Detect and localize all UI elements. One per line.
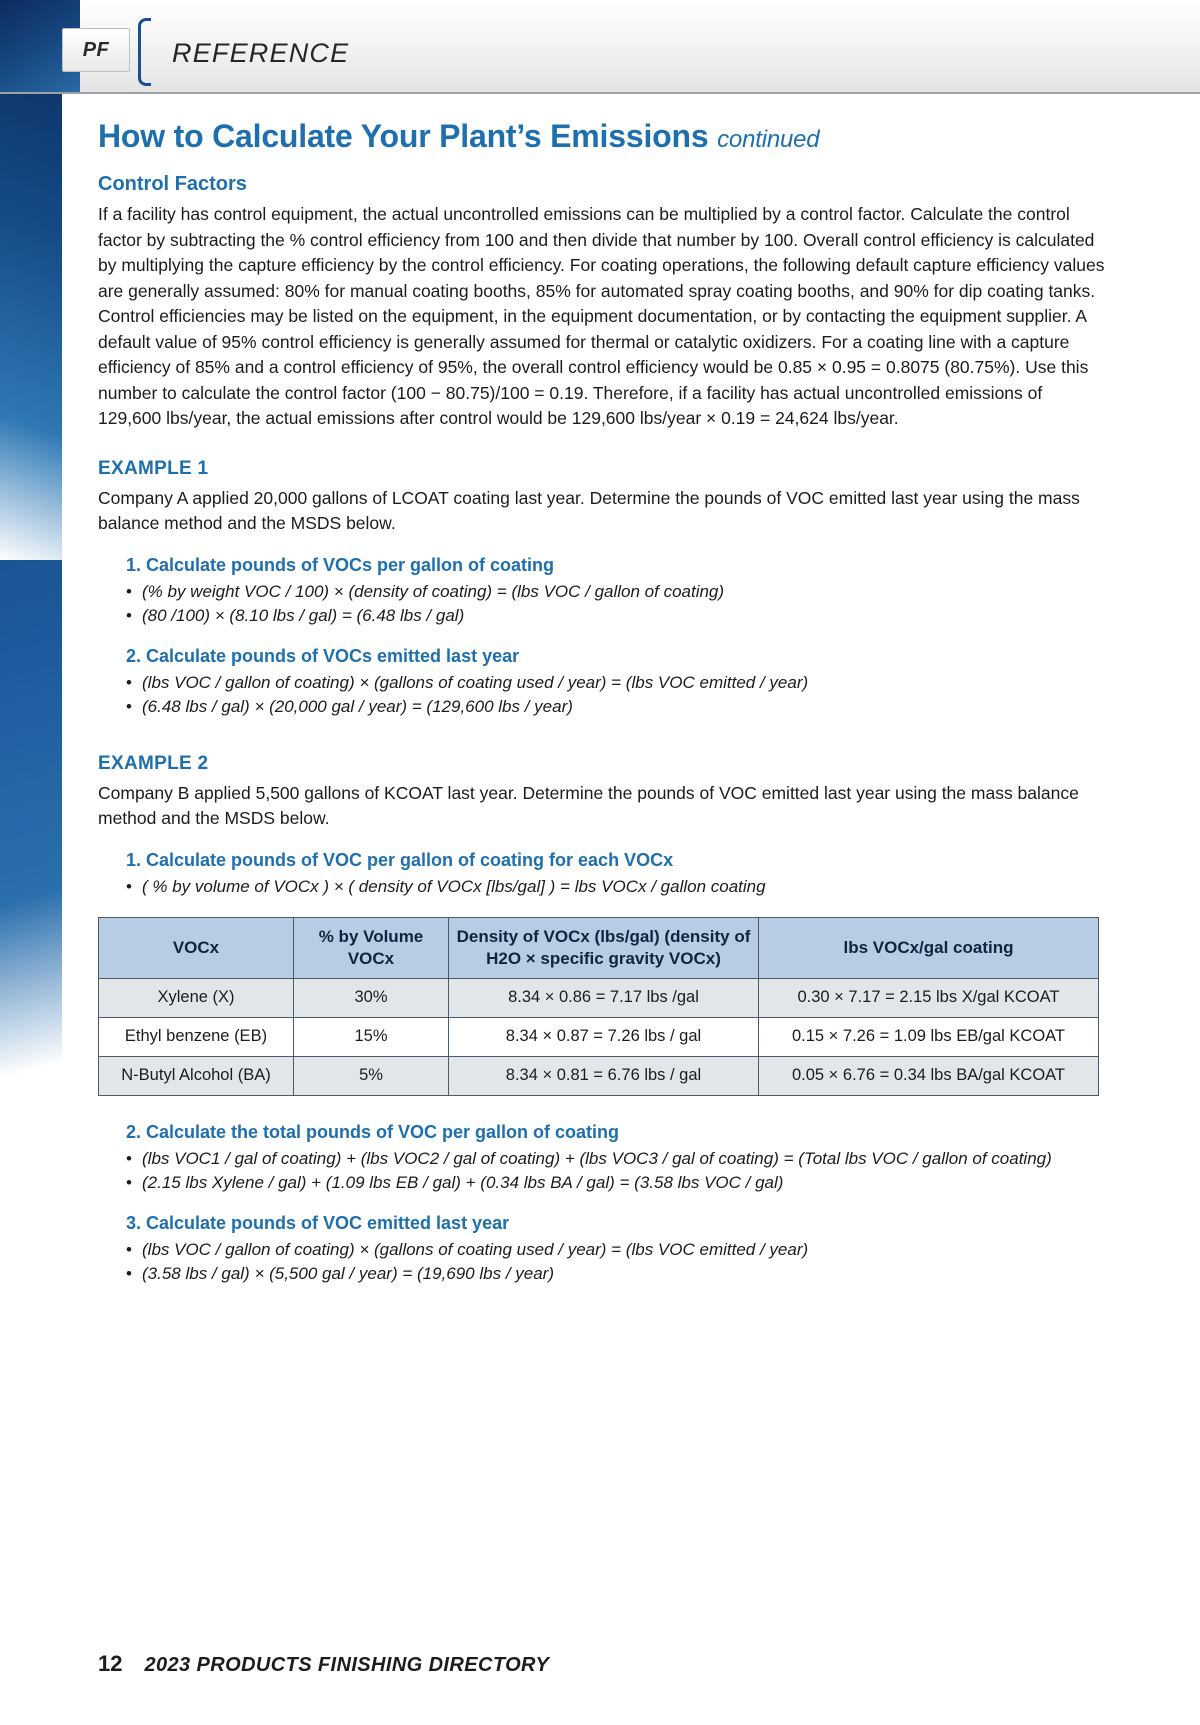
table-row (99, 978, 1099, 1017)
example-2-step-3-bullets (126, 1238, 1110, 1286)
page-content (98, 118, 1110, 1286)
table-cell: 8.34 × 0.87 = 7.26 lbs / gal (449, 1017, 759, 1056)
example-2-step-2 (126, 1122, 1110, 1286)
pf-logo (62, 28, 130, 72)
example-1-intro: Company A applied 20,000 gallons of LCOAT coating last year. Determine the pounds of VOC emitted last year using the mass balance method and the MSDS below. (98, 487, 1080, 533)
example-1-step-2-heading: 2. Calculate pounds of VOCs emitted last year (126, 645, 520, 666)
bullet: • (2.15 lbs Xylene / gal) + (1.09 lbs EB / gal) + (0.34 lbs BA / gal) = (3.58 lbs VOC / gal) (126, 1171, 1110, 1195)
example-1-heading: EXAMPLE 1 (98, 457, 209, 479)
bullet: • (lbs VOC1 / gal of coating) + (lbs VOC2 / gal of coating) + (lbs VOC3 / gal of coating) = (Total lbs VOC / gallon of coating) (126, 1147, 1110, 1171)
bullet: • (6.48 lbs / gal) × (20,000 gal / year) = (129,600 lbs / year) (126, 695, 1110, 719)
page-title-continued: continued (717, 126, 820, 153)
page-title-main: How to Calculate Your Plant’s Emissions (98, 118, 709, 154)
table-col-header-density: Density of VOCx (lbs/gal) (density of H2O × specific gravity VOCx) (449, 917, 759, 978)
bullet: • (lbs VOC / gallon of coating) × (gallons of coating used / year) = (lbs VOC emitted / year) (126, 671, 1110, 695)
example-2-step-1-heading: 1. Calculate pounds of VOC per gallon of coating for each VOCx (126, 849, 674, 870)
table-header-row (99, 917, 1099, 978)
example-1-step-1-heading: 1. Calculate pounds of VOCs per gallon of coating (126, 554, 555, 575)
page-title (98, 118, 1110, 155)
table-cell: 0.30 × 7.17 = 2.15 lbs X/gal KCOAT (759, 978, 1099, 1017)
control-factors-heading: Control Factors (98, 173, 247, 195)
table-cell: 15% (294, 1017, 449, 1056)
table-cell: 30% (294, 978, 449, 1017)
table-cell: Xylene (X) (99, 978, 294, 1017)
table-cell: Ethyl benzene (EB) (99, 1017, 294, 1056)
table-row (99, 1056, 1099, 1095)
table-col-header-vocx: VOCx (99, 917, 294, 978)
table-col-header-percent-volume: % by Volume VOCx (294, 917, 449, 978)
example-2-step-2-heading: 2. Calculate the total pounds of VOC per gallon of coating (126, 1121, 620, 1142)
control-factors-body: If a facility has control equipment, the actual uncontrolled emissions can be multiplied by a control factor. Calculate the control factor by subtracting the % control efficiency from 100 and then divide that number by 100. Overall control efficiency is calculated by multiplying the capture efficiency by the control efficiency. For coating operations, the following default capture efficiency values are generally assumed: 80% for manual coating booths, 85% for automated spray coating booths, and 90% for dip coating tanks. Control efficiencies may be listed on the equipment, in the equipment documentation, or by contacting the equipment supplier. A default value of 95% control efficiency is generally assumed for thermal or catalytic oxidizers. For a coating line with a capture efficiency of 85% and a control efficiency of 95%, the overall control efficiency would be 0.85 × 0.95 = 0.8075 (80.75%). Use this number to calculate the control factor (100 − 80.75)/100 = 0.19. Therefore, if a facility has actual uncontrolled emissions of 129,600 lbs/year, the actual emissions after control would be 129,600 lbs/year × 0.19 = 24,624 lbs/year. (98, 204, 1105, 428)
table-col-header-lbs-per-gal: lbs VOCx/gal coating (759, 917, 1099, 978)
example-1-step-1-bullets (126, 580, 1110, 628)
footer-text: 2023 PRODUCTS FINISHING DIRECTORY (144, 1654, 550, 1676)
header-divider (138, 18, 151, 86)
table-cell: N-Butyl Alcohol (BA) (99, 1056, 294, 1095)
table-cell: 8.34 × 0.81 = 6.76 lbs / gal (449, 1056, 759, 1095)
bullet: • ( % by volume of VOCx ) × ( density of VOCx [lbs/gal] ) = lbs VOCx / gallon coating (126, 875, 1110, 899)
header-title: REFERENCE (172, 38, 350, 68)
page-number: 12 (98, 1651, 123, 1676)
bullet: • (80 /100) × (8.10 lbs / gal) = (6.48 lbs / gal) (126, 604, 1110, 628)
bullet: • (3.58 lbs / gal) × (5,500 gal / year) = (19,690 lbs / year) (126, 1262, 1110, 1286)
table-cell: 0.15 × 7.26 = 1.09 lbs EB/gal KCOAT (759, 1017, 1099, 1056)
table-cell: 5% (294, 1056, 449, 1095)
page-header (0, 0, 1200, 94)
pf-logo-text: PF (82, 38, 110, 61)
left-decorative-band (0, 0, 62, 1725)
bullet: • (lbs VOC / gallon of coating) × (gallons of coating used / year) = (lbs VOC emitted / year) (126, 1238, 1110, 1262)
example-2-intro: Company B applied 5,500 gallons of KCOAT last year. Determine the pounds of VOC emitted last year using the mass balance method and the MSDS below. (98, 782, 1079, 828)
example-2-step-2-bullets (126, 1147, 1110, 1195)
table-row (99, 1017, 1099, 1056)
example-1-steps (126, 555, 1110, 719)
table-cell: 0.05 × 6.76 = 0.34 lbs BA/gal KCOAT (759, 1056, 1099, 1095)
example-2-step-1 (126, 850, 1110, 899)
voc-table (98, 917, 1099, 1096)
example-2-step-1-bullets (126, 875, 1110, 899)
example-1-step-2-bullets (126, 671, 1110, 719)
example-2-heading: EXAMPLE 2 (98, 752, 209, 774)
table-cell: 8.34 × 0.86 = 7.17 lbs /gal (449, 978, 759, 1017)
example-2-step-3-heading: 3. Calculate pounds of VOC emitted last year (126, 1212, 510, 1233)
page-footer (98, 1651, 549, 1677)
bullet: • (% by weight VOC / 100) × (density of coating) = (lbs VOC / gallon of coating) (126, 580, 1110, 604)
